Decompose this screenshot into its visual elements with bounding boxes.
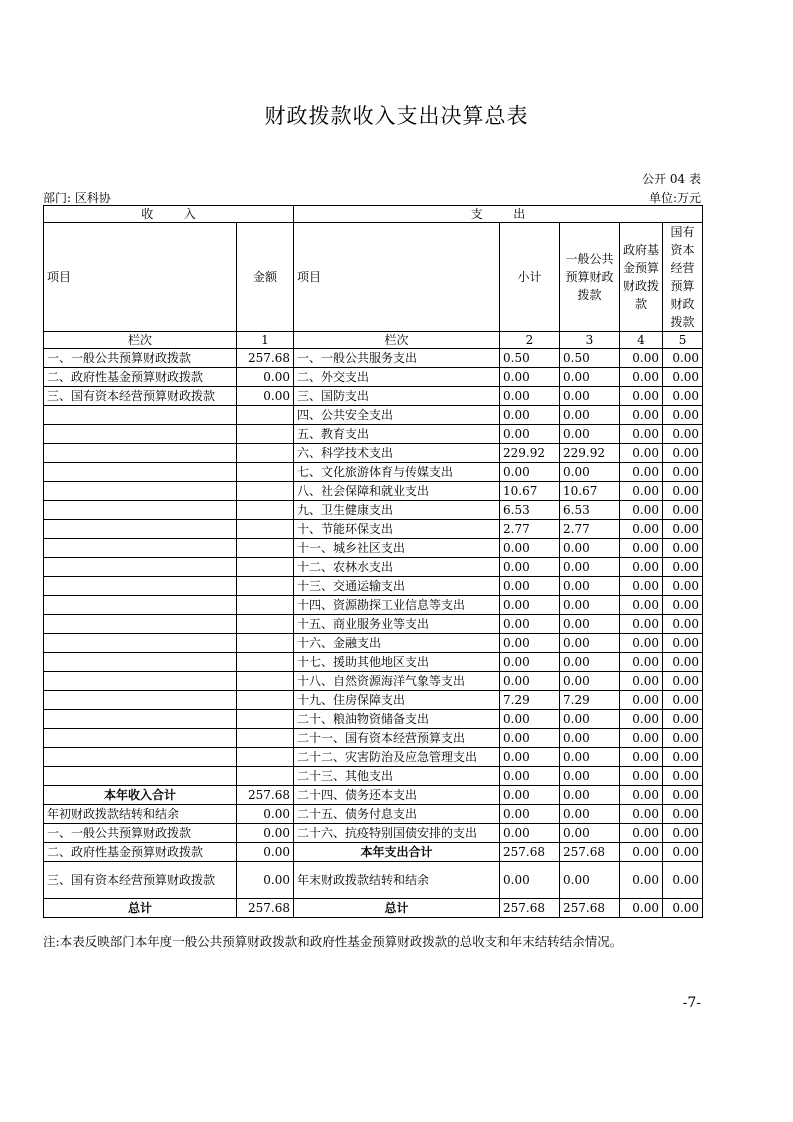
column-index-2: 2 (500, 332, 560, 349)
expense-item-cell: 十六、金融支出 (294, 634, 500, 653)
subtotal-cell: 0.50 (500, 349, 560, 368)
table-row (44, 501, 703, 520)
column-index-label-2: 栏次 (294, 332, 500, 349)
income-item-cell (44, 767, 237, 786)
income-item-cell (44, 596, 237, 615)
fund-budget-cell: 0.00 (620, 824, 663, 843)
fund-budget-cell: 0.00 (620, 710, 663, 729)
table-row (44, 824, 703, 843)
fund-budget-cell: 0.00 (620, 899, 663, 918)
income-amount-cell: 257.68 (237, 349, 294, 368)
general-budget-cell: 0.00 (560, 805, 620, 824)
column-index-4: 4 (620, 332, 663, 349)
income-item-cell: 年初财政拨款结转和结余 (44, 805, 237, 824)
expense-item-cell: 本年支出合计 (294, 843, 500, 862)
table-row (44, 539, 703, 558)
income-item-cell (44, 520, 237, 539)
state-capital-cell: 0.00 (663, 710, 703, 729)
income-amount-cell (237, 482, 294, 501)
subtotal-cell: 0.00 (500, 577, 560, 596)
income-item-cell (44, 691, 237, 710)
table-row (44, 691, 703, 710)
general-budget-cell: 0.00 (560, 786, 620, 805)
income-item-cell (44, 444, 237, 463)
subtotal-cell: 0.00 (500, 387, 560, 406)
income-item-cell (44, 577, 237, 596)
general-budget-cell: 0.00 (560, 463, 620, 482)
state-capital-cell: 0.00 (663, 615, 703, 634)
department-label: 部门: 区科协 (43, 191, 111, 205)
table-row (44, 520, 703, 539)
fund-budget-cell: 0.00 (620, 406, 663, 425)
income-item-cell (44, 748, 237, 767)
expense-item-cell: 十四、资源勘探工业信息等支出 (294, 596, 500, 615)
subtotal-cell: 0.00 (500, 368, 560, 387)
expense-item-cell: 二十一、国有资本经营预算支出 (294, 729, 500, 748)
expense-item-cell: 二十、粮油物资储备支出 (294, 710, 500, 729)
state-capital-cell: 0.00 (663, 634, 703, 653)
subtotal-cell: 0.00 (500, 406, 560, 425)
fund-budget-cell: 0.00 (620, 862, 663, 899)
table-row (44, 444, 703, 463)
state-capital-cell: 0.00 (663, 406, 703, 425)
table-row (44, 786, 703, 805)
subtotal-cell: 0.00 (500, 615, 560, 634)
table-row (44, 368, 703, 387)
state-capital-cell: 0.00 (663, 501, 703, 520)
income-amount-cell (237, 634, 294, 653)
amount-header: 金额 (237, 223, 294, 332)
expense-header: 支 出 (294, 206, 703, 223)
income-amount-cell (237, 767, 294, 786)
state-capital-cell: 0.00 (663, 767, 703, 786)
general-budget-cell: 6.53 (560, 501, 620, 520)
fund-budget-cell: 0.00 (620, 672, 663, 691)
table-row (44, 805, 703, 824)
subtotal-cell: 6.53 (500, 501, 560, 520)
general-budget-cell: 0.00 (560, 539, 620, 558)
fund-budget-cell: 0.00 (620, 444, 663, 463)
table-row (44, 558, 703, 577)
subtotal-header: 小计 (500, 223, 560, 332)
subtotal-cell: 0.00 (500, 558, 560, 577)
income-amount-cell (237, 615, 294, 634)
finance-table (43, 205, 703, 918)
fund-budget-cell: 0.00 (620, 501, 663, 520)
fund-budget-cell: 0.00 (620, 805, 663, 824)
fund-budget-cell: 0.00 (620, 691, 663, 710)
fund-budget-cell: 0.00 (620, 729, 663, 748)
income-item-cell: 二、政府性基金预算财政拨款 (44, 843, 237, 862)
subtotal-cell: 2.77 (500, 520, 560, 539)
income-amount-cell (237, 691, 294, 710)
table-row (44, 634, 703, 653)
general-budget-cell: 0.00 (560, 767, 620, 786)
fund-budget-cell: 0.00 (620, 653, 663, 672)
fund-budget-cell: 0.00 (620, 387, 663, 406)
state-capital-cell: 0.00 (663, 824, 703, 843)
state-capital-cell: 0.00 (663, 862, 703, 899)
state-capital-cell: 0.00 (663, 748, 703, 767)
table-row (44, 615, 703, 634)
table-row (44, 710, 703, 729)
income-amount-cell (237, 444, 294, 463)
subtotal-cell: 0.00 (500, 729, 560, 748)
column-index-label: 栏次 (44, 332, 237, 349)
income-amount-cell (237, 501, 294, 520)
income-amount-cell: 257.68 (237, 786, 294, 805)
state-capital-cell: 0.00 (663, 349, 703, 368)
subtotal-cell: 0.00 (500, 634, 560, 653)
income-amount-cell: 257.68 (237, 899, 294, 918)
state-capital-cell: 0.00 (663, 653, 703, 672)
table-row (44, 862, 703, 899)
subtotal-cell: 10.67 (500, 482, 560, 501)
expense-item-cell: 十八、自然资源海洋气象等支出 (294, 672, 500, 691)
state-capital-cell: 0.00 (663, 539, 703, 558)
table-row (44, 387, 703, 406)
general-budget-cell: 0.00 (560, 862, 620, 899)
state-capital-header: 国有资本经营预算财政拨款 (663, 223, 703, 332)
subtotal-cell: 0.00 (500, 596, 560, 615)
table-row (44, 406, 703, 425)
general-budget-cell: 7.29 (560, 691, 620, 710)
table-row (44, 767, 703, 786)
table-row (44, 425, 703, 444)
subtotal-cell: 0.00 (500, 425, 560, 444)
expense-item-cell: 三、国防支出 (294, 387, 500, 406)
income-amount-cell (237, 425, 294, 444)
fund-budget-cell: 0.00 (620, 539, 663, 558)
item2-header: 项目 (294, 223, 500, 332)
expense-item-cell: 九、卫生健康支出 (294, 501, 500, 520)
fund-budget-cell: 0.00 (620, 843, 663, 862)
table-row (44, 577, 703, 596)
income-amount-cell (237, 748, 294, 767)
footnote: 注:本表反映部门本年度一般公共预算财政拨款和政府性基金预算财政拨款的总收支和年末结转结余情况。 (43, 934, 623, 949)
general-budget-header: 一般公共预算财政拨款 (560, 223, 620, 332)
table-row (44, 748, 703, 767)
expense-item-cell: 六、科学技术支出 (294, 444, 500, 463)
fund-budget-cell: 0.00 (620, 482, 663, 501)
state-capital-cell: 0.00 (663, 520, 703, 539)
income-item-cell (44, 615, 237, 634)
fund-budget-cell: 0.00 (620, 463, 663, 482)
income-item-cell: 三、国有资本经营预算财政拨款 (44, 862, 237, 899)
general-budget-cell: 257.68 (560, 899, 620, 918)
expense-item-cell: 二、外交支出 (294, 368, 500, 387)
fund-budget-cell: 0.00 (620, 425, 663, 444)
general-budget-cell: 0.00 (560, 729, 620, 748)
general-budget-cell: 0.00 (560, 672, 620, 691)
income-amount-cell (237, 710, 294, 729)
general-budget-cell: 0.00 (560, 387, 620, 406)
general-budget-cell: 0.00 (560, 406, 620, 425)
table-row (44, 596, 703, 615)
expense-item-cell: 二十五、债务付息支出 (294, 805, 500, 824)
expense-item-cell: 总计 (294, 899, 500, 918)
expense-item-cell: 十七、援助其他地区支出 (294, 653, 500, 672)
general-budget-cell: 0.00 (560, 425, 620, 444)
income-amount-cell: 0.00 (237, 862, 294, 899)
income-item-cell (44, 463, 237, 482)
subtotal-cell: 0.00 (500, 710, 560, 729)
subtotal-cell: 0.00 (500, 672, 560, 691)
income-item-cell (44, 653, 237, 672)
subtotal-cell: 0.00 (500, 463, 560, 482)
income-amount-cell: 0.00 (237, 387, 294, 406)
general-budget-cell: 0.00 (560, 596, 620, 615)
column-index-5: 5 (663, 332, 703, 349)
general-budget-cell: 0.00 (560, 558, 620, 577)
state-capital-cell: 0.00 (663, 596, 703, 615)
table-row (44, 653, 703, 672)
income-item-cell (44, 406, 237, 425)
income-item-cell: 一、一般公共预算财政拨款 (44, 349, 237, 368)
expense-item-cell: 二十三、其他支出 (294, 767, 500, 786)
state-capital-cell: 0.00 (663, 843, 703, 862)
general-budget-cell: 257.68 (560, 843, 620, 862)
expense-item-cell: 年末财政拨款结转和结余 (294, 862, 500, 899)
income-item-cell (44, 501, 237, 520)
expense-item-cell: 二十四、债务还本支出 (294, 786, 500, 805)
unit-label: 单位:万元 (648, 191, 701, 205)
general-budget-cell: 2.77 (560, 520, 620, 539)
fund-budget-cell: 0.00 (620, 596, 663, 615)
state-capital-cell: 0.00 (663, 482, 703, 501)
fund-budget-cell: 0.00 (620, 368, 663, 387)
state-capital-cell: 0.00 (663, 558, 703, 577)
income-amount-cell: 0.00 (237, 843, 294, 862)
subtotal-cell: 0.00 (500, 786, 560, 805)
fund-budget-cell: 0.00 (620, 577, 663, 596)
fund-budget-cell: 0.00 (620, 767, 663, 786)
general-budget-cell: 0.00 (560, 368, 620, 387)
income-amount-cell (237, 672, 294, 691)
fund-budget-cell: 0.00 (620, 520, 663, 539)
subtotal-cell: 257.68 (500, 899, 560, 918)
table-row (44, 729, 703, 748)
state-capital-cell: 0.00 (663, 691, 703, 710)
general-budget-cell: 0.00 (560, 634, 620, 653)
state-capital-cell: 0.00 (663, 805, 703, 824)
income-item-cell (44, 558, 237, 577)
state-capital-cell: 0.00 (663, 899, 703, 918)
general-budget-cell: 0.00 (560, 824, 620, 843)
income-header: 收 入 (44, 206, 294, 223)
income-item-cell (44, 710, 237, 729)
table-row (44, 349, 703, 368)
subtotal-cell: 0.00 (500, 767, 560, 786)
income-amount-cell: 0.00 (237, 368, 294, 387)
subtotal-cell: 0.00 (500, 539, 560, 558)
income-item-cell (44, 425, 237, 444)
income-item-cell: 一、一般公共预算财政拨款 (44, 824, 237, 843)
income-amount-cell (237, 577, 294, 596)
income-amount-cell (237, 520, 294, 539)
income-item-cell (44, 672, 237, 691)
income-amount-cell (237, 558, 294, 577)
fund-budget-header: 政府基金预算财政拨款 (620, 223, 663, 332)
expense-item-cell: 五、教育支出 (294, 425, 500, 444)
expense-item-cell: 二十二、灾害防治及应急管理支出 (294, 748, 500, 767)
state-capital-cell: 0.00 (663, 463, 703, 482)
subtotal-cell: 229.92 (500, 444, 560, 463)
state-capital-cell: 0.00 (663, 368, 703, 387)
income-item-cell: 本年收入合计 (44, 786, 237, 805)
table-row (44, 482, 703, 501)
fund-budget-cell: 0.00 (620, 748, 663, 767)
table-row (44, 843, 703, 862)
income-amount-cell (237, 729, 294, 748)
income-item-cell: 三、国有资本经营预算财政拨款 (44, 387, 237, 406)
fund-budget-cell: 0.00 (620, 786, 663, 805)
income-amount-cell (237, 463, 294, 482)
income-amount-cell: 0.00 (237, 824, 294, 843)
subtotal-cell: 0.00 (500, 824, 560, 843)
income-item-cell (44, 634, 237, 653)
expense-item-cell: 二十六、抗疫特别国债安排的支出 (294, 824, 500, 843)
general-budget-cell: 0.50 (560, 349, 620, 368)
expense-item-cell: 七、文化旅游体育与传媒支出 (294, 463, 500, 482)
income-amount-cell (237, 596, 294, 615)
page-number: -7- (682, 995, 701, 1011)
general-budget-cell: 0.00 (560, 748, 620, 767)
general-budget-cell: 0.00 (560, 653, 620, 672)
fund-budget-cell: 0.00 (620, 615, 663, 634)
table-row (44, 463, 703, 482)
subtotal-cell: 0.00 (500, 748, 560, 767)
general-budget-cell: 229.92 (560, 444, 620, 463)
column-index-1: 1 (237, 332, 294, 349)
table-row (44, 672, 703, 691)
column-index-3: 3 (560, 332, 620, 349)
subtotal-cell: 7.29 (500, 691, 560, 710)
income-amount-cell (237, 406, 294, 425)
page-title: 财政拨款收入支出决算总表 (264, 104, 529, 128)
state-capital-cell: 0.00 (663, 577, 703, 596)
fund-budget-cell: 0.00 (620, 558, 663, 577)
general-budget-cell: 0.00 (560, 577, 620, 596)
subtotal-cell: 0.00 (500, 805, 560, 824)
state-capital-cell: 0.00 (663, 387, 703, 406)
state-capital-cell: 0.00 (663, 444, 703, 463)
income-amount-cell (237, 539, 294, 558)
general-budget-cell: 0.00 (560, 710, 620, 729)
subtotal-cell: 0.00 (500, 653, 560, 672)
expense-item-cell: 十三、交通运输支出 (294, 577, 500, 596)
income-amount-cell: 0.00 (237, 805, 294, 824)
expense-item-cell: 十五、商业服务业等支出 (294, 615, 500, 634)
subtotal-cell: 0.00 (500, 862, 560, 899)
state-capital-cell: 0.00 (663, 425, 703, 444)
expense-item-cell: 一、一般公共服务支出 (294, 349, 500, 368)
expense-item-cell: 四、公共安全支出 (294, 406, 500, 425)
income-item-cell (44, 539, 237, 558)
item-header: 项目 (44, 223, 237, 332)
general-budget-cell: 0.00 (560, 615, 620, 634)
expense-item-cell: 十二、农林水支出 (294, 558, 500, 577)
form-number: 公开 04 表 (642, 172, 701, 186)
expense-item-cell: 十九、住房保障支出 (294, 691, 500, 710)
expense-item-cell: 八、社会保障和就业支出 (294, 482, 500, 501)
income-amount-cell (237, 653, 294, 672)
expense-item-cell: 十一、城乡社区支出 (294, 539, 500, 558)
state-capital-cell: 0.00 (663, 786, 703, 805)
expense-item-cell: 十、节能环保支出 (294, 520, 500, 539)
state-capital-cell: 0.00 (663, 672, 703, 691)
table-row (44, 899, 703, 918)
income-item-cell: 二、政府性基金预算财政拨款 (44, 368, 237, 387)
income-item-cell (44, 729, 237, 748)
fund-budget-cell: 0.00 (620, 634, 663, 653)
state-capital-cell: 0.00 (663, 729, 703, 748)
income-item-cell (44, 482, 237, 501)
subtotal-cell: 257.68 (500, 843, 560, 862)
income-item-cell: 总计 (44, 899, 237, 918)
general-budget-cell: 10.67 (560, 482, 620, 501)
fund-budget-cell: 0.00 (620, 349, 663, 368)
